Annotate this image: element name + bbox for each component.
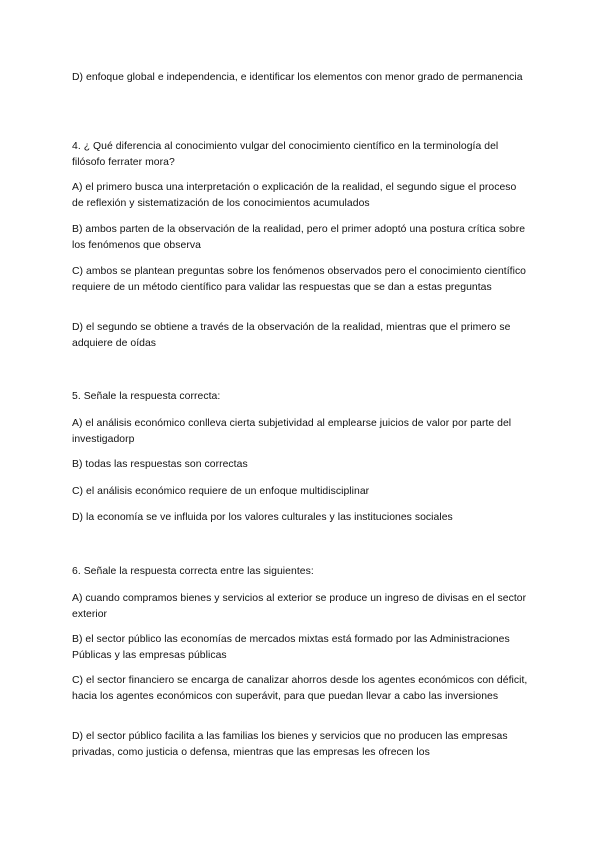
question-6-option-c: C) el sector financiero se encarga de canalizar ahorros desde los agentes económicos con déficit, hacia los agentes económicos con superávit, para que puedan llevar a cabo las inversiones [72, 675, 528, 702]
question-4-prompt: 4. ¿ Qué diferencia al conocimiento vulgar del conocimiento científico en la terminología del filósofo ferrater mora? [72, 141, 499, 168]
question-4-option-c: C) ambos se plantean preguntas sobre los fenómenos observados pero el conocimiento científico requiere de un método científico para validar las respuestas que se dan a estas preguntas [72, 266, 527, 293]
option-d-previous: D) enfoque global e independencia, e identificar los elementos con menor grado de permanencia [72, 72, 523, 83]
question-4-option-d: D) el segundo se obtiene a través de la observación de la realidad, mientras que el primero se adquiere de oídas [72, 322, 511, 349]
question-6-prompt: 6. Señale la respuesta correcta entre las siguientes: [72, 566, 314, 577]
question-5-option-c: C) el análisis económico requiere de un enfoque multidisciplinar [72, 486, 370, 497]
question-5-option-d: D) la economía se ve influida por los valores culturales y las instituciones sociales [72, 512, 453, 523]
question-5-option-a: A) el análisis económico conlleva cierta subjetividad al emplearse juicios de valor por parte del investigadorp [72, 418, 512, 445]
question-5-option-b: B) todas las respuestas son correctas [72, 459, 248, 470]
question-4-option-a: A) el primero busca una interpretación o explicación de la realidad, el segundo sigue el proceso de reflexión y sistematización de los conocimientos acumulados [72, 182, 517, 209]
question-6-option-a: A) cuando compramos bienes y servicios al exterior se produce un ingreso de divisas en el sector exterior [72, 593, 527, 620]
question-5-prompt: 5. Señale la respuesta correcta: [72, 391, 221, 402]
question-4-option-b: B) ambos parten de la observación de la realidad, pero el primer adoptó una postura crítica sobre los fenómenos que observa [72, 224, 526, 251]
question-6-option-d: D) el sector público facilita a las familias los bienes y servicios que no producen las empresas privadas, como justicia o defensa, mientras que las empresas les ofrecen los [72, 731, 508, 758]
question-6-option-b: B) el sector público las economías de mercados mixtas está formado por las Administraciones Públicas y las empresas públicas [72, 634, 510, 661]
